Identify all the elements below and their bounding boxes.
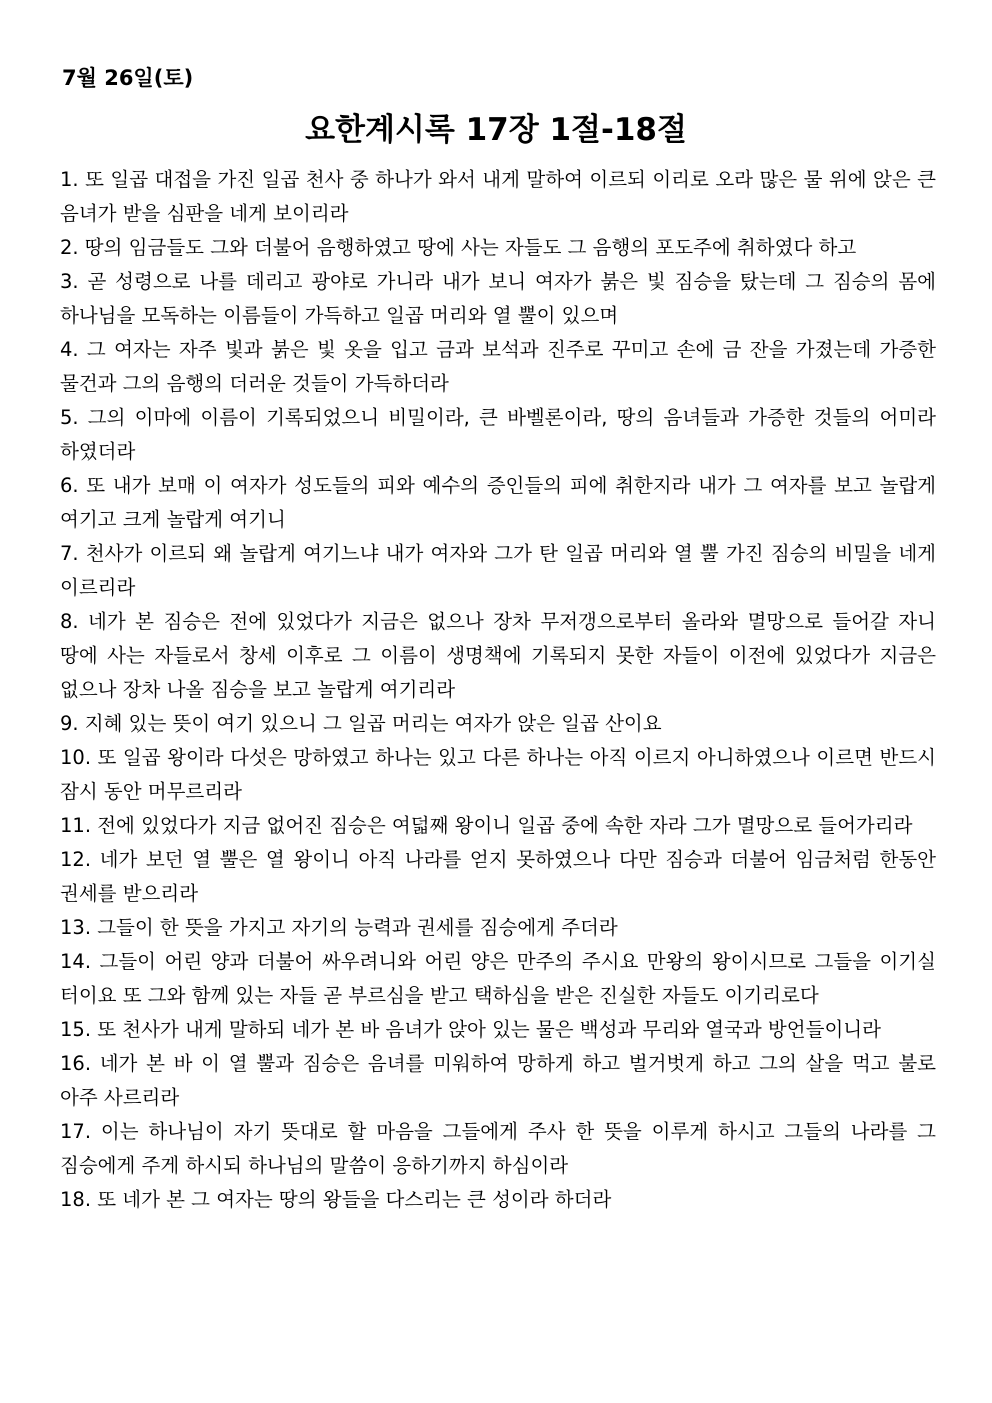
verse-3: 3. 곧 성령으로 나를 데리고 광야로 가니라 내가 보니 여자가 붉은 빛 짐승을 탔는데 그 짐승의 몸에 하나님을 모독하는 이름들이 가득하고 일곱 머리와 열 뿔이 있으며: [60, 270, 936, 327]
verse-7: 7. 천사가 이르되 왜 놀랍게 여기느냐 내가 여자와 그가 탄 일곱 머리와 열 뿔 가진 짐승의 비밀을 네게 이르리라: [60, 542, 936, 599]
verse-6: 6. 또 내가 보매 이 여자가 성도들의 피와 예수의 증인들의 피에 취한지라 내가 그 여자를 보고 놀랍게 여기고 크게 놀랍게 여기니: [60, 474, 936, 531]
page-title: 요한계시록 17장 1절-18절: [305, 112, 687, 148]
verse-17: 17. 이는 하나님이 자기 뜻대로 할 마음을 그들에게 주사 한 뜻을 이루게 하시고 그들의 나라를 그 짐승에게 주게 하시되 하나님의 말씀이 응하기까지 하심이라: [60, 1120, 936, 1177]
verse-11: 11. 전에 있었다가 지금 없어진 짐승은 여덟째 왕이니 일곱 중에 속한 자라 그가 멸망으로 들어가리라: [60, 814, 913, 837]
verse-4: 4. 그 여자는 자주 빛과 붉은 빛 옷을 입고 금과 보석과 진주로 꾸미고 손에 금 잔을 가졌는데 가증한 물건과 그의 음행의 더러운 것들이 가득하더라: [60, 338, 936, 395]
verse-1: 1. 또 일곱 대접을 가진 일곱 천사 중 하나가 와서 내게 말하여 이르되 이리로 오라 많은 물 위에 앉은 큰 음녀가 받을 심판을 네게 보이리라: [60, 168, 936, 225]
verse-13: 13. 그들이 한 뜻을 가지고 자기의 능력과 권세를 짐승에게 주더라: [60, 916, 618, 939]
verse-2: 2. 땅의 임금들도 그와 더불어 음행하였고 땅에 사는 자들도 그 음행의 포도주에 취하였다 하고: [60, 236, 857, 259]
verse-5: 5. 그의 이마에 이름이 기록되었으니 비밀이라, 큰 바벨론이라, 땅의 음녀들과 가증한 것들의 어미라 하였더라: [60, 406, 936, 463]
verse-15: 15. 또 천사가 내게 말하되 네가 본 바 음녀가 앉아 있는 물은 백성과 무리와 열국과 방언들이니라: [60, 1018, 881, 1041]
verse-16: 16. 네가 본 바 이 열 뿔과 짐승은 음녀를 미워하여 망하게 하고 벌거벗게 하고 그의 살을 먹고 불로 아주 사르리라: [60, 1052, 936, 1109]
verse-10: 10. 또 일곱 왕이라 다섯은 망하였고 하나는 있고 다른 하나는 아직 이르지 아니하였으나 이르면 반드시 잠시 동안 머무르리라: [60, 746, 936, 803]
date-heading: 7월 26일(토): [62, 66, 194, 90]
verse-8: 8. 네가 본 짐승은 전에 있었다가 지금은 없으나 장차 무저갱으로부터 올라와 멸망으로 들어갈 자니 땅에 사는 자들로서 창세 이후로 그 이름이 생명책에 기록되지 못한 자들이 이전에 있었다가 지금은 없으나 장차 나올 짐승을 보고 놀랍게 여기리라: [60, 610, 936, 701]
verse-14: 14. 그들이 어린 양과 더불어 싸우려니와 어린 양은 만주의 주시요 만왕의 왕이시므로 그들을 이기실 터이요 또 그와 함께 있는 자들 곧 부르심을 받고 택하심을 받은 진실한 자들도 이기리로다: [60, 950, 936, 1007]
verse-12: 12. 네가 보던 열 뿔은 열 왕이니 아직 나라를 얻지 못하였으나 다만 짐승과 더불어 임금처럼 한동안 권세를 받으리라: [60, 848, 936, 905]
verse-18: 18. 또 네가 본 그 여자는 땅의 왕들을 다스리는 큰 성이라 하더라: [60, 1188, 612, 1211]
verse-9: 9. 지혜 있는 뜻이 여기 있으니 그 일곱 머리는 여자가 앉은 일곱 산이요: [60, 712, 662, 735]
verse-list: [60, 163, 936, 1217]
